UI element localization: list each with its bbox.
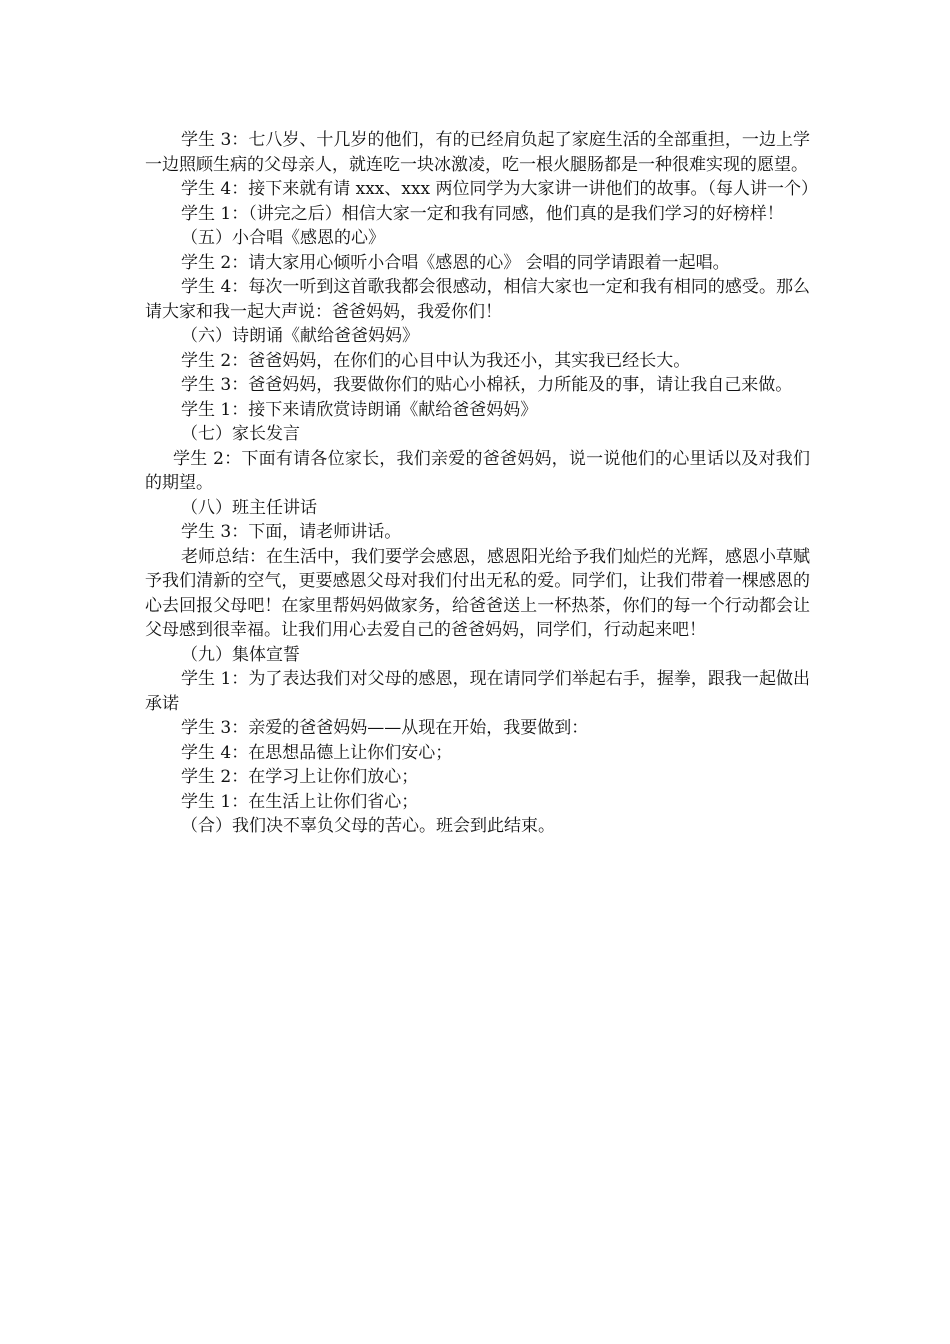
paragraph-student3-help: 学生 3：爸爸妈妈，我要做你们的贴心小棉袄，力所能及的事，请让我自己来做。 — [181, 375, 793, 395]
paragraph-student2-parents: 学生 2：下面有请各位家长，我们亲爱的爸爸妈妈，说一说他们的心里话以及对我们的期望。 — [145, 448, 810, 493]
paragraph-student4-stories: 学生 4：接下来就有请 xxx、xxx 两位同学为大家讲一讲他们的故事。（每人讲一个） — [181, 179, 819, 199]
paragraph-student4-morality: 学生 4：在思想品德上让你们安心； — [181, 742, 453, 763]
paragraph-student1-role-model: 学生 1：（讲完之后）相信大家一定和我有同感，他们真的是我们学习的好榜样！ — [181, 203, 784, 224]
paragraph-student1-life: 学生 1：在生活上让你们省心； — [181, 791, 419, 812]
document-body — [145, 128, 819, 839]
section-heading-parents: （七）家长发言 — [181, 424, 300, 444]
paragraph-student3-burden: 学生 3：七八岁、十几岁的他们，有的已经肩负起了家庭生活的全部重担，一边上学一边照顾生病的父母亲人，就连吃一块冰激凌，吃一根火腿肠都是一种很难实现的愿望。 — [145, 130, 810, 175]
paragraph-student3-promise: 学生 3：亲爱的爸爸妈妈——从现在开始，我要做到： — [181, 718, 589, 738]
paragraph-student4-song: 学生 4：每次一听到这首歌我都会很感动，相信大家也一定和我有相同的感受。那么请大家和我一起大声说：爸爸妈妈，我爱你们！ — [145, 277, 810, 322]
section-heading-poem: （六）诗朗诵《献给爸爸妈妈》 — [181, 326, 419, 346]
paragraph-student2-chorus: 学生 2：请大家用心倾听小合唱《感恩的心》 会唱的同学请跟着一起唱。 — [181, 252, 730, 273]
paragraph-student1-oath: 学生 1：为了表达我们对父母的感恩，现在请同学们举起右手，握拳，跟我一起做出承诺 — [145, 669, 810, 714]
paragraph-student3-teacher: 学生 3：下面，请老师讲话。 — [181, 522, 402, 542]
paragraph-student2-study: 学生 2：在学习上让你们放心； — [181, 767, 419, 787]
section-heading-chorus: （五）小合唱《感恩的心》 — [181, 228, 385, 248]
section-heading-teacher: （八）班主任讲话 — [181, 497, 317, 518]
section-heading-oath: （九）集体宣誓 — [181, 644, 300, 665]
paragraph-teacher-summary: 老师总结：在生活中，我们要学会感恩，感恩阳光给予我们灿烂的光辉，感恩小草赋予我们清新的空气，更要感恩父母对我们付出无私的爱。同学们，让我们带着一棵感恩的心去回报父母吧！在家里帮妈妈做家务，给爸爸送上一杯热茶，你们的每一个行动都会让父母感到很幸福。让我们用心去爱自己的爸爸妈妈，同学们，行动起来吧！ — [145, 546, 810, 640]
paragraph-closing: （合）我们决不辜负父母的苦心。班会到此结束。 — [181, 816, 555, 836]
paragraph-student2-grown-up: 学生 2：爸爸妈妈，在你们的心目中认为我还小，其实我已经长大。 — [181, 350, 691, 371]
paragraph-student1-poem: 学生 1：接下来请欣赏诗朗诵《献给爸爸妈妈》 — [181, 399, 538, 420]
